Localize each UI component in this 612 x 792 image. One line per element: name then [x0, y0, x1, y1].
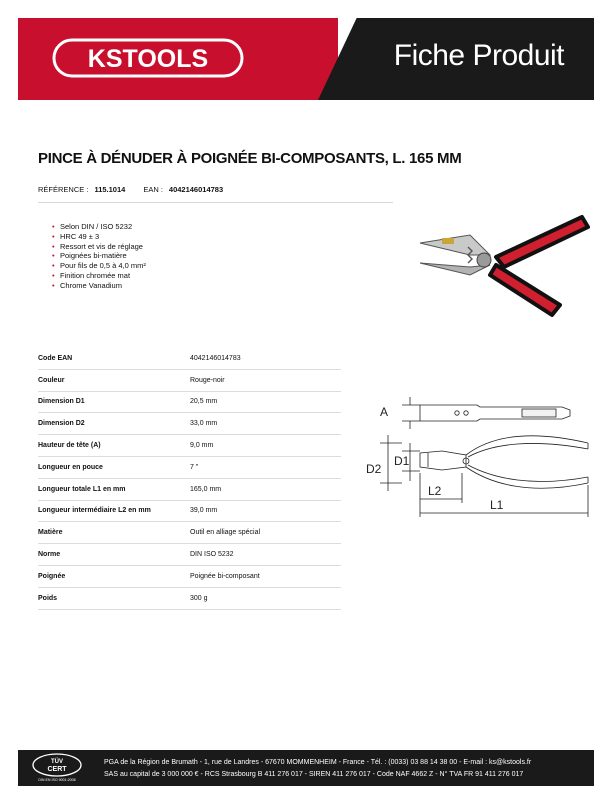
- spec-row: [38, 544, 341, 566]
- tuv-cert-badge: [28, 753, 86, 783]
- spec-row: [38, 435, 341, 457]
- dim-a-label: A: [380, 405, 389, 419]
- spec-value: DIN ISO 5232: [190, 551, 234, 559]
- cert-top-text: TÜV: [51, 759, 63, 765]
- spec-label: Code EAN: [38, 354, 73, 362]
- spec-value: 4042146014783: [190, 354, 241, 362]
- feature-item: • Pour fils de 0,5 à 4,0 mm²: [60, 261, 146, 271]
- spec-row: [38, 522, 341, 544]
- spec-value: Outil en alliage spécial: [190, 529, 261, 537]
- feature-item: • Ressort et vis de réglage: [60, 242, 146, 252]
- spec-label: Dimension D2: [38, 420, 85, 428]
- dim-l2-label: L2: [428, 484, 442, 498]
- cert-mid-text: CERT: [47, 766, 67, 773]
- cert-bottom-text: DIN EN ISO 9001:2008: [38, 778, 76, 782]
- header-banner: [18, 18, 594, 100]
- spec-row: [38, 413, 341, 435]
- spec-value: 33,0 mm: [190, 420, 218, 428]
- dimension-diagram: [362, 385, 598, 525]
- spec-row: [38, 457, 341, 479]
- spec-label: Longueur en pouce: [38, 463, 103, 471]
- spec-row: [38, 588, 341, 610]
- spec-label: Poignée: [38, 572, 66, 580]
- ks-tools-logo: [52, 38, 244, 78]
- reference-value: 115.1014: [94, 185, 126, 194]
- spec-label: Poids: [38, 594, 58, 602]
- spec-table: [38, 348, 341, 610]
- product-image-pliers: [410, 205, 590, 325]
- spec-label: Longueur totale L1 en mm: [38, 485, 126, 493]
- divider: [38, 202, 393, 203]
- product-title: PINCE À DÉNUDER À POIGNÉE BI-COMPOSANTS, L. 165 MM: [38, 150, 462, 167]
- brand-logo-text: KSTOOLS: [87, 45, 209, 73]
- spec-row: [38, 392, 341, 414]
- feature-item: • Poignées bi-matière: [60, 251, 146, 261]
- feature-item: • Chrome Vanadium: [60, 281, 146, 291]
- feature-list: [60, 222, 146, 291]
- spec-label: Norme: [38, 551, 61, 559]
- feature-item: • Finition chromée mat: [60, 271, 146, 281]
- spec-value: 9,0 mm: [190, 442, 214, 450]
- dim-l1-label: L1: [490, 498, 504, 512]
- spec-label: Dimension D1: [38, 398, 85, 406]
- ean-label: EAN :: [143, 185, 163, 194]
- spec-label: Hauteur de tête (A): [38, 442, 101, 450]
- spec-row: [38, 370, 341, 392]
- footer-line-2: SAS au capital de 3 000 000 € - RCS Strasbourg B 411 276 017 - SIREN 411 276 017 - Code NAF 4662 Z - N° TVA FR 91 411 276 017: [104, 771, 524, 778]
- spec-value: 300 g: [190, 594, 208, 602]
- spec-value: 20,5 mm: [190, 398, 218, 406]
- spec-value: 39,0 mm: [190, 507, 218, 515]
- dim-d1-label: D1: [394, 454, 410, 468]
- footer-text: [104, 757, 531, 781]
- spec-label: Longueur intermédiaire L2 en mm: [38, 507, 151, 515]
- spec-row: [38, 501, 341, 523]
- spec-row: [38, 348, 341, 370]
- spec-row: [38, 479, 341, 501]
- product-references: [38, 185, 241, 194]
- ean-value: 4042146014783: [168, 185, 224, 194]
- spec-value: Rouge-noir: [190, 376, 225, 384]
- dim-d2-label: D2: [366, 462, 382, 476]
- spec-value: 165,0 mm: [190, 485, 222, 493]
- spec-row: [38, 566, 341, 588]
- page-title: Fiche Produit: [393, 39, 564, 72]
- spec-label: Couleur: [38, 376, 65, 384]
- footer-line-1: PGA de la Région de Brumath - 1, rue de Landres - 67670 MOMMENHEIM - France - Tél. : (0033) 03 88 14 38 00 - E-mail : ks@kstools.fr: [104, 759, 532, 766]
- spec-label: Matière: [38, 529, 63, 537]
- spec-value: 7 ": [190, 463, 199, 471]
- footer: [18, 750, 594, 786]
- feature-item: • Selon DIN / ISO 5232: [60, 222, 146, 232]
- spec-value: Poignée bi-composant: [190, 572, 260, 580]
- feature-item: • HRC 49 ± 3: [60, 232, 146, 242]
- reference-label: RÉFÉRENCE :: [38, 185, 89, 194]
